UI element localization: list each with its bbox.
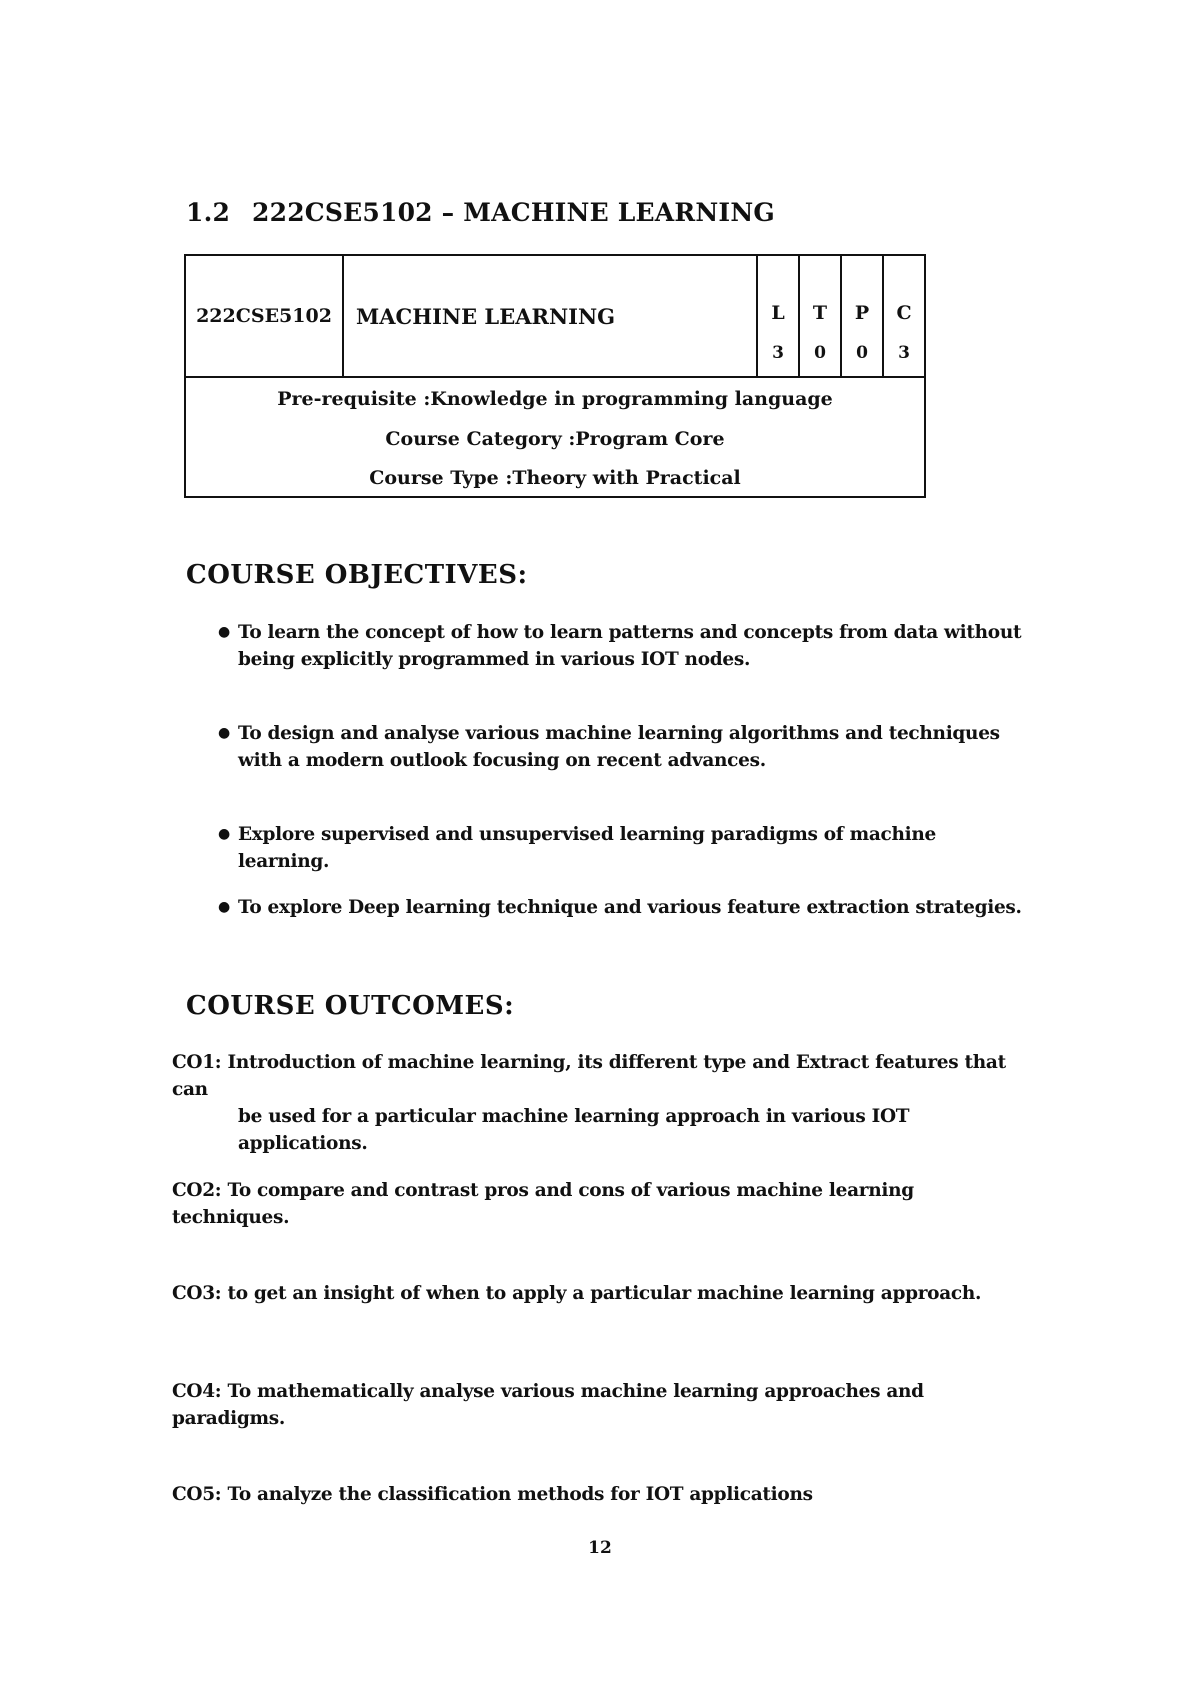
ltpc-column-c [884,256,924,376]
objective-text: To design and analyse various machine learning algorithms and techniques with a modern outlook focusing on recent advances. [238,723,1000,771]
outcome-item [172,1177,1032,1231]
objective-item [218,894,1028,921]
section-heading [186,198,775,227]
outcome-text: to get an insight of when to apply a particular machine learning approach. [227,1283,982,1304]
ltpc-header-p: P [854,302,870,324]
course-details-row [186,378,924,496]
outcome-item [172,1280,1032,1307]
bullet-icon: ● [218,899,230,915]
section-title: 222CSE5102 – MACHINE LEARNING [252,198,775,227]
outcome-text: Introduction of machine learning, its different type and Extract features that can [172,1052,1006,1100]
outcome-item [172,1378,1032,1432]
objective-text: To explore Deep learning technique and various feature extraction strategies. [238,897,1022,918]
course-title-cell: MACHINE LEARNING [344,256,758,376]
objective-item [218,720,1028,774]
bullet-icon: ● [218,725,230,741]
ltpc-header-t: T [812,302,828,324]
ltpc-header-c: C [896,302,912,324]
course-table-header-row [186,256,924,378]
outcome-text: To compare and contrast pros and cons of various machine learning techniques. [172,1180,914,1228]
ltpc-value-p: 0 [856,343,868,363]
bullet-icon: ● [218,624,230,640]
outcome-text: To analyze the classification methods for IOT applications [227,1484,813,1505]
outcome-label: CO1: [172,1052,222,1073]
course-code-cell: 222CSE5102 [186,256,344,376]
ltpc-column-p [842,256,884,376]
ltpc-value-t: 0 [814,343,826,363]
ltpc-column-l [758,256,800,376]
objective-item [218,619,1028,673]
ltpc-value-c: 3 [898,343,910,363]
section-number: 1.2 [186,198,231,227]
objectives-heading: COURSE OBJECTIVES: [186,560,528,590]
course-type-text: Course Type :Theory with Practical [369,467,741,489]
outcome-label: CO2: [172,1180,222,1201]
course-info-table [184,254,926,498]
outcome-text: To mathematically analyse various machine learning approaches and paradigms. [172,1381,924,1429]
outcome-label: CO4: [172,1381,222,1402]
prerequisite-text: Pre-requisite :Knowledge in programming language [277,388,833,410]
ltpc-value-l: 3 [772,343,784,363]
outcome-label: CO3: [172,1283,222,1304]
ltpc-header-l: L [771,302,785,324]
objective-text: To learn the concept of how to learn patterns and concepts from data without being explicitly programmed in various IOT nodes. [238,622,1022,670]
page-number: 12 [588,1538,612,1558]
outcome-text-continuation: be used for a particular machine learning approach in various IOT applications. [238,1106,910,1154]
bullet-icon: ● [218,826,230,842]
objective-item [218,821,1028,875]
outcome-label: CO5: [172,1484,222,1505]
outcome-item [172,1481,1032,1508]
course-category-text: Course Category :Program Core [385,428,725,450]
ltpc-column-t [800,256,842,376]
outcomes-heading: COURSE OUTCOMES: [186,991,515,1021]
outcome-item [172,1049,1032,1157]
objective-text: Explore supervised and unsupervised learning paradigms of machine learning. [238,824,937,872]
